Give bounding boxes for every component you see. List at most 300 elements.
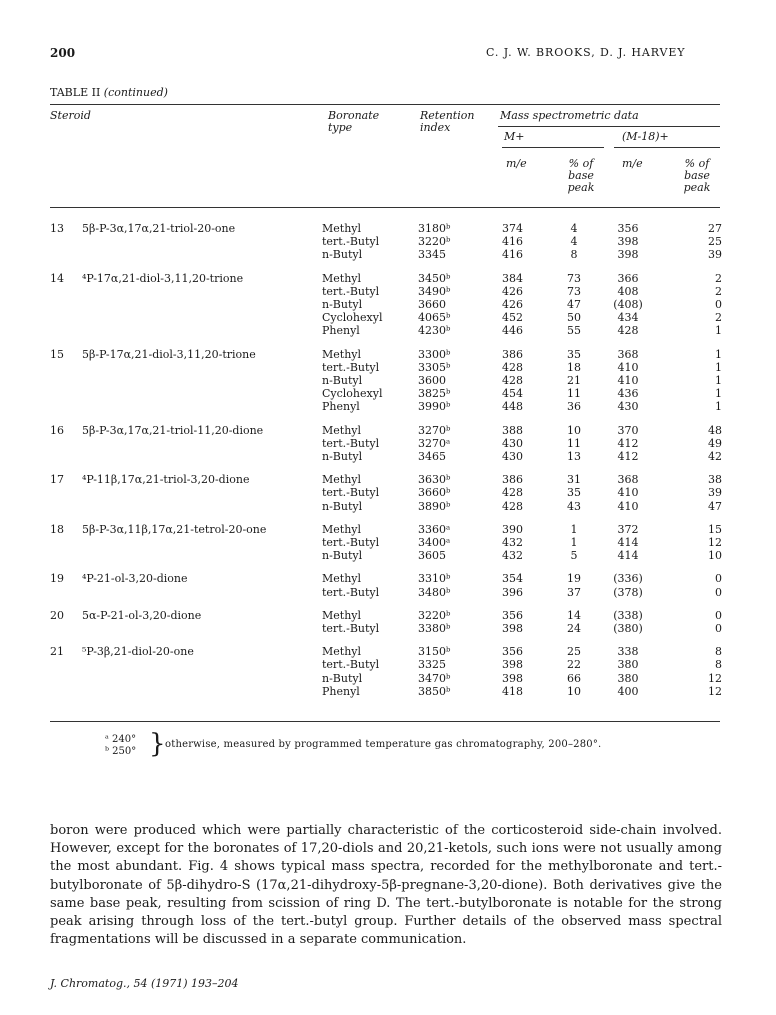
steroid-name-cell: [82, 374, 322, 387]
m-minus-18-me-cell: 410: [617, 499, 639, 513]
steroid-name-cell: [82, 387, 322, 400]
retention-index-cell: 3380ᵇ: [418, 622, 451, 636]
m-plus-me-cell: 386: [502, 347, 523, 361]
header-pct-base-peak-1: % of base peak: [567, 157, 595, 194]
m-plus-pct-cell: 22: [567, 658, 581, 672]
m-plus-pct-cell: 5: [570, 549, 578, 563]
m-minus-18-me-cell: (378): [613, 585, 643, 599]
m-minus-18-me-cell: 380: [617, 658, 639, 672]
steroid-name-cell: [82, 500, 322, 517]
m-plus-me-cell: 432: [502, 536, 523, 550]
m-plus-pct-cell: 43: [567, 499, 581, 513]
footnote-brace: }: [149, 729, 166, 759]
steroid-name-cell: [82, 324, 322, 341]
table-row: [50, 549, 724, 566]
steroid-name-cell: [82, 285, 322, 298]
retention-index-cell: 3660ᵇ: [418, 486, 451, 500]
boronate-type-cell: tert.-Butyl: [322, 284, 380, 298]
boronate-type-cell: n-Butyl: [322, 499, 363, 513]
table-row: [50, 418, 724, 437]
retention-index-cell: 3220ᵇ: [418, 235, 451, 249]
steroid-name-cell: [82, 437, 322, 450]
m-minus-18-pct-cell: 38: [708, 473, 722, 487]
m-minus-18-pct-cell: 1: [715, 374, 722, 388]
table-row: [50, 387, 724, 400]
retention-index-cell: 3220ᵇ: [418, 608, 451, 622]
compound-number-cell: 14: [50, 271, 64, 285]
steroid-name-cell: 5α-P-21-ol-3,20-dione: [82, 608, 202, 622]
table-row: [50, 311, 724, 324]
boronate-type-cell: n-Butyl: [322, 298, 363, 312]
m-minus-18-pct-cell: 1: [715, 387, 722, 401]
m-minus-18-pct-cell: 1: [715, 400, 722, 414]
m-plus-me-cell: 416: [502, 235, 523, 249]
boronate-type-cell: Methyl: [322, 572, 362, 586]
compound-number-cell: [50, 324, 82, 341]
boronate-type-cell: tert.-Butyl: [322, 585, 380, 599]
boronate-type-cell: Methyl: [322, 423, 362, 437]
m-plus-pct-cell: 35: [567, 486, 581, 500]
compound-number-cell: [50, 311, 82, 324]
m-plus-pct-cell: 35: [567, 347, 581, 361]
m-plus-pct-cell: 11: [567, 436, 581, 450]
steroid-name-cell: 5β-P-3α,17α,21-triol-11,20-dione: [82, 423, 264, 437]
footnote-text: otherwise, measured by programmed temperature gas chromatography, 200–280°.: [165, 739, 602, 750]
m-minus-18-me-cell: 356: [617, 222, 639, 235]
m-minus-18-me-cell: 412: [617, 436, 639, 450]
m-plus-pct-cell: 36: [567, 400, 581, 414]
m-minus-18-pct-cell: 1: [715, 324, 722, 338]
retention-index-cell: 3600: [418, 374, 446, 388]
steroid-name-cell: ⁴P-17α,21-diol-3,11,20-trione: [82, 271, 244, 285]
m-minus-18-pct-cell: 49: [708, 436, 722, 450]
table-row: [50, 235, 724, 248]
header-me-2: m/e: [622, 157, 643, 170]
steroid-name-cell: [82, 311, 322, 324]
boronate-type-cell: tert.-Butyl: [322, 235, 380, 249]
m-minus-18-me-cell: 410: [617, 374, 639, 388]
retention-index-cell: 3180ᵇ: [418, 222, 451, 235]
m-minus-18-pct-cell: 1: [715, 347, 722, 361]
table-row: [50, 342, 724, 361]
boronate-type-cell: n-Butyl: [322, 450, 363, 464]
m-plus-pct-cell: 13: [567, 450, 581, 464]
m-plus-me-cell: 416: [502, 248, 523, 262]
m-plus-me-cell: 454: [502, 387, 523, 401]
table-row: [50, 248, 724, 265]
m-plus-pct-cell: 47: [567, 298, 581, 312]
m-minus-18-pct-cell: 42: [708, 450, 722, 464]
m-minus-18-me-cell: 436: [617, 387, 639, 401]
compound-number-cell: 21: [50, 645, 64, 659]
m-minus-18-me-cell: 412: [617, 450, 639, 464]
m-plus-me-cell: 428: [502, 360, 523, 374]
m-minus-18-me-cell: 414: [617, 549, 639, 563]
compound-number-cell: [50, 486, 82, 499]
retention-index-cell: 3890ᵇ: [418, 499, 451, 513]
m-minus-18-pct-cell: 12: [708, 671, 722, 685]
m-plus-pct-cell: 66: [567, 671, 581, 685]
retention-index-cell: 3150ᵇ: [418, 645, 451, 659]
m-minus-18-me-cell: (336): [613, 572, 643, 586]
m-minus-18-pct-cell: 10: [708, 549, 722, 563]
boronate-type-cell: tert.-Butyl: [322, 622, 380, 636]
m-minus-18-pct-cell: 0: [715, 298, 722, 312]
footnote-b: ᵇ 250°: [105, 746, 137, 757]
compound-number-cell: 13: [50, 222, 64, 235]
retention-index-cell: 3630ᵇ: [418, 473, 451, 487]
boronate-type-cell: tert.-Butyl: [322, 536, 380, 550]
table-caption: [50, 86, 168, 99]
m-minus-18-subrule: [614, 147, 720, 148]
m-minus-18-pct-cell: 15: [708, 522, 722, 536]
table-row: [50, 437, 724, 450]
m-plus-me-cell: 354: [502, 572, 523, 586]
retention-index-cell: 3990ᵇ: [418, 400, 451, 414]
header-boronate-type: Boronate type: [328, 109, 380, 134]
m-minus-18-me-cell: 372: [617, 522, 639, 536]
m-minus-18-pct-cell: 0: [715, 622, 722, 636]
page-number: 200: [50, 46, 76, 60]
m-plus-pct-cell: 73: [567, 284, 581, 298]
retention-index-cell: 3310ᵇ: [418, 572, 451, 586]
table-row: [50, 216, 724, 235]
m-plus-me-cell: 426: [502, 284, 523, 298]
m-plus-me-cell: 398: [502, 622, 523, 636]
m-minus-18-me-cell: 430: [617, 400, 639, 414]
table-header-rule: [50, 207, 720, 208]
boronate-type-cell: n-Butyl: [322, 248, 363, 262]
m-minus-18-pct-cell: 8: [715, 658, 722, 672]
m-plus-me-cell: 448: [502, 400, 523, 414]
table-row: [50, 285, 724, 298]
boronate-type-cell: Methyl: [322, 522, 362, 536]
compound-number-cell: [50, 248, 82, 265]
table-row: [50, 298, 724, 311]
m-minus-18-me-cell: 434: [617, 311, 639, 325]
compound-number-cell: 16: [50, 423, 64, 437]
m-plus-me-cell: 428: [502, 486, 523, 500]
m-minus-18-pct-cell: 25: [708, 235, 722, 249]
retention-index-cell: 3270ᵃ: [418, 436, 451, 450]
compound-number-cell: [50, 658, 82, 671]
boronate-type-cell: Phenyl: [322, 400, 360, 414]
m-minus-18-pct-cell: 2: [715, 271, 722, 285]
m-minus-18-me-cell: (380): [613, 622, 643, 636]
retention-index-cell: 3825ᵇ: [418, 387, 451, 401]
m-plus-me-cell: 426: [502, 298, 523, 312]
table-row: [50, 672, 724, 685]
header-pct-base-peak-2: % of base peak: [683, 157, 711, 194]
steroid-name-cell: [82, 622, 322, 639]
boronate-type-cell: Methyl: [322, 608, 362, 622]
compound-number-cell: [50, 586, 82, 603]
compound-number-cell: [50, 374, 82, 387]
table-row: [50, 400, 724, 417]
m-minus-18-pct-cell: 8: [715, 645, 722, 659]
m-plus-me-cell: 446: [502, 324, 523, 338]
steroid-name-cell: [82, 235, 322, 248]
steroid-name-cell: ⁵P-3β,21-diol-20-one: [82, 645, 194, 659]
m-minus-18-pct-cell: 39: [708, 486, 722, 500]
m-minus-18-me-cell: (408): [613, 298, 643, 312]
m-minus-18-pct-cell: 39: [708, 248, 722, 262]
m-plus-pct-cell: 50: [567, 311, 581, 325]
compound-number-cell: [50, 536, 82, 549]
compound-number-cell: [50, 672, 82, 685]
m-minus-18-me-cell: 368: [617, 473, 639, 487]
table-row: [50, 374, 724, 387]
retention-index-cell: 3360ᵃ: [418, 522, 451, 536]
compound-number-cell: [50, 549, 82, 566]
body-paragraph: boron were produced which were partially characteristic of the corticosteroid side-chain involved. However, except for the boronates of 17,20-diols and 20,21-ketols, such ions were not usually among the most abundant. Fig. 4 shows typical mass spectra, recorded for the methylboronate and tert.-butylboronate of 5β-dihydro-S (17α,21-dihydroxy-5β-pregnane-3,20-dione). Both derivatives give the same base peak, resulting from scission of ring D. The tert.-butylboronate is notable for the strong peak arising through loss of the tert.-butyl group. Further details of the observed mass spectral fragmentations will be discussed in a separate communication.: [50, 823, 722, 948]
m-minus-18-me-cell: 368: [617, 347, 639, 361]
compound-number-cell: [50, 437, 82, 450]
table-row: [50, 486, 724, 499]
steroid-name-cell: 5β-P-17α,21-diol-3,11,20-trione: [82, 347, 256, 361]
m-plus-me-cell: 452: [502, 311, 523, 325]
steroid-name-cell: [82, 450, 322, 467]
m-minus-18-me-cell: 398: [617, 235, 639, 249]
compound-number-cell: 15: [50, 347, 64, 361]
m-plus-pct-cell: 10: [567, 684, 581, 698]
boronate-type-cell: Phenyl: [322, 684, 360, 698]
m-minus-18-me-cell: 370: [617, 423, 639, 437]
steroid-name-cell: [82, 400, 322, 417]
steroid-name-cell: [82, 248, 322, 265]
m-plus-pct-cell: 11: [567, 387, 581, 401]
mass-spec-rule: [498, 126, 720, 127]
m-minus-18-pct-cell: 47: [708, 499, 722, 513]
data-table: [50, 216, 724, 702]
compound-number-cell: 20: [50, 608, 64, 622]
m-plus-pct-cell: 21: [567, 374, 581, 388]
table-row: [50, 685, 724, 702]
compound-number-cell: [50, 622, 82, 639]
table-row: [50, 324, 724, 341]
table-caption-continued: (continued): [103, 86, 168, 99]
m-minus-18-pct-cell: 48: [708, 423, 722, 437]
m-minus-18-me-cell: (338): [613, 608, 643, 622]
m-plus-me-cell: 390: [502, 522, 523, 536]
table-row: [50, 586, 724, 603]
compound-number-cell: [50, 450, 82, 467]
table-row: [50, 361, 724, 374]
m-plus-me-cell: 430: [502, 450, 523, 464]
steroid-name-cell: [82, 549, 322, 566]
retention-index-cell: 3490ᵇ: [418, 284, 451, 298]
footnote-keys: [105, 734, 151, 758]
m-plus-pct-cell: 1: [570, 522, 578, 536]
m-minus-18-pct-cell: 0: [715, 572, 722, 586]
m-minus-18-me-cell: 400: [617, 684, 639, 698]
header-steroid: Steroid: [50, 109, 91, 122]
boronate-type-cell: Methyl: [322, 347, 362, 361]
compound-number-cell: [50, 235, 82, 248]
steroid-name-cell: [82, 672, 322, 685]
retention-index-cell: 4065ᵇ: [418, 311, 451, 325]
table-row: [50, 500, 724, 517]
table-row: [50, 639, 724, 658]
m-plus-pct-cell: 14: [567, 608, 581, 622]
m-minus-18-me-cell: 410: [617, 360, 639, 374]
table-row: [50, 622, 724, 639]
journal-citation: J. Chromatog., 54 (1971) 193–204: [50, 977, 239, 990]
compound-number-cell: 19: [50, 572, 64, 586]
table-row: [50, 450, 724, 467]
m-plus-pct-cell: 4: [570, 235, 578, 249]
header-m-minus-18: (M-18)+: [622, 130, 669, 143]
table-caption-label: TABLE II: [50, 86, 101, 99]
m-minus-18-pct-cell: 27: [708, 222, 722, 235]
table-row: [50, 603, 724, 622]
retention-index-cell: 3450ᵇ: [418, 271, 451, 285]
m-plus-pct-cell: 4: [570, 222, 578, 235]
m-plus-me-cell: 384: [502, 271, 523, 285]
steroid-name-cell: [82, 298, 322, 311]
retention-index-cell: 3270ᵇ: [418, 423, 451, 437]
m-plus-pct-cell: 10: [567, 423, 581, 437]
steroid-name-cell: [82, 658, 322, 671]
m-minus-18-me-cell: 398: [617, 248, 639, 262]
boronate-type-cell: tert.-Butyl: [322, 658, 380, 672]
compound-number-cell: 17: [50, 473, 64, 487]
table-row: [50, 467, 724, 486]
header-mass-spec: Mass spectrometric data: [500, 109, 639, 122]
m-plus-pct-cell: 55: [567, 324, 581, 338]
retention-index-cell: 3345: [418, 248, 446, 262]
m-plus-pct-cell: 24: [567, 622, 581, 636]
compound-number-cell: [50, 685, 82, 702]
boronate-type-cell: Cyclohexyl: [322, 311, 383, 325]
running-head: C. J. W. BROOKS, D. J. HARVEY: [486, 46, 686, 59]
boronate-type-cell: tert.-Butyl: [322, 486, 380, 500]
boronate-type-cell: Methyl: [322, 473, 362, 487]
m-plus-me-cell: 430: [502, 436, 523, 450]
steroid-name-cell: 5β-P-3α,17α,21-triol-20-one: [82, 222, 236, 235]
m-plus-pct-cell: 19: [567, 572, 581, 586]
header-m-plus: M+: [504, 130, 525, 143]
m-plus-me-cell: 428: [502, 374, 523, 388]
m-minus-18-me-cell: 414: [617, 536, 639, 550]
compound-number-cell: 18: [50, 522, 64, 536]
m-minus-18-me-cell: 366: [617, 271, 639, 285]
m-plus-me-cell: 418: [502, 684, 523, 698]
footnote-a: ᵃ 240°: [105, 734, 137, 745]
m-minus-18-me-cell: 408: [617, 284, 639, 298]
m-plus-me-cell: 386: [502, 473, 523, 487]
boronate-type-cell: tert.-Butyl: [322, 360, 380, 374]
compound-number-cell: [50, 361, 82, 374]
steroid-name-cell: [82, 536, 322, 549]
retention-index-cell: 3470ᵇ: [418, 671, 451, 685]
m-plus-pct-cell: 8: [570, 248, 578, 262]
m-plus-me-cell: 374: [502, 222, 523, 235]
retention-index-cell: 3660: [418, 298, 446, 312]
m-minus-18-pct-cell: 0: [715, 608, 722, 622]
retention-index-cell: 3605: [418, 549, 446, 563]
compound-number-cell: [50, 298, 82, 311]
compound-number-cell: [50, 387, 82, 400]
m-minus-18-me-cell: 338: [617, 645, 639, 659]
steroid-name-cell: 5β-P-3α,11β,17α,21-tetrol-20-one: [82, 522, 267, 536]
m-plus-me-cell: 398: [502, 671, 523, 685]
boronate-type-cell: n-Butyl: [322, 549, 363, 563]
boronate-type-cell: Cyclohexyl: [322, 387, 383, 401]
table-body: [50, 216, 724, 702]
m-plus-subrule: [502, 147, 604, 148]
m-plus-me-cell: 432: [502, 549, 523, 563]
boronate-type-cell: Phenyl: [322, 324, 360, 338]
table-row: [50, 266, 724, 285]
steroid-name-cell: ⁴P-21-ol-3,20-dione: [82, 572, 188, 586]
m-minus-18-pct-cell: 2: [715, 311, 722, 325]
m-plus-pct-cell: 73: [567, 271, 581, 285]
retention-index-cell: 3400ᵃ: [418, 536, 451, 550]
m-plus-me-cell: 396: [502, 585, 523, 599]
compound-number-cell: [50, 400, 82, 417]
m-plus-pct-cell: 1: [570, 536, 578, 550]
steroid-name-cell: [82, 586, 322, 603]
retention-index-cell: 4230ᵇ: [418, 324, 451, 338]
m-plus-pct-cell: 25: [567, 645, 581, 659]
steroid-name-cell: [82, 685, 322, 702]
steroid-name-cell: [82, 361, 322, 374]
m-minus-18-pct-cell: 1: [715, 360, 722, 374]
boronate-type-cell: n-Butyl: [322, 374, 363, 388]
table-row: [50, 658, 724, 671]
steroid-name-cell: [82, 486, 322, 499]
retention-index-cell: 3305ᵇ: [418, 360, 451, 374]
retention-index-cell: 3480ᵇ: [418, 585, 451, 599]
m-plus-me-cell: 398: [502, 658, 523, 672]
m-minus-18-pct-cell: 12: [708, 536, 722, 550]
m-plus-me-cell: 428: [502, 499, 523, 513]
m-minus-18-me-cell: 410: [617, 486, 639, 500]
m-minus-18-me-cell: 428: [617, 324, 639, 338]
m-plus-pct-cell: 37: [567, 585, 581, 599]
compound-number-cell: [50, 500, 82, 517]
steroid-name-cell: ⁴P-11β,17α,21-triol-3,20-dione: [82, 473, 250, 487]
boronate-type-cell: Methyl: [322, 645, 362, 659]
table-row: [50, 517, 724, 536]
boronate-type-cell: n-Butyl: [322, 671, 363, 685]
boronate-type-cell: tert.-Butyl: [322, 436, 380, 450]
m-plus-pct-cell: 31: [567, 473, 581, 487]
retention-index-cell: 3300ᵇ: [418, 347, 451, 361]
m-minus-18-pct-cell: 12: [708, 684, 722, 698]
m-minus-18-pct-cell: 0: [715, 585, 722, 599]
header-retention-index: Retention index: [420, 109, 475, 134]
compound-number-cell: [50, 285, 82, 298]
boronate-type-cell: Methyl: [322, 222, 362, 235]
retention-index-cell: 3850ᵇ: [418, 684, 451, 698]
m-minus-18-me-cell: 380: [617, 671, 639, 685]
boronate-type-cell: Methyl: [322, 271, 362, 285]
table-top-rule: [50, 104, 720, 105]
m-plus-me-cell: 388: [502, 423, 523, 437]
table-row: [50, 566, 724, 585]
table-row: [50, 536, 724, 549]
m-plus-me-cell: 356: [502, 608, 523, 622]
retention-index-cell: 3325: [418, 658, 446, 672]
retention-index-cell: 3465: [418, 450, 446, 464]
header-me-1: m/e: [506, 157, 527, 170]
table-bottom-rule: [50, 721, 720, 722]
m-plus-pct-cell: 18: [567, 360, 581, 374]
m-minus-18-pct-cell: 2: [715, 284, 722, 298]
m-plus-me-cell: 356: [502, 645, 523, 659]
